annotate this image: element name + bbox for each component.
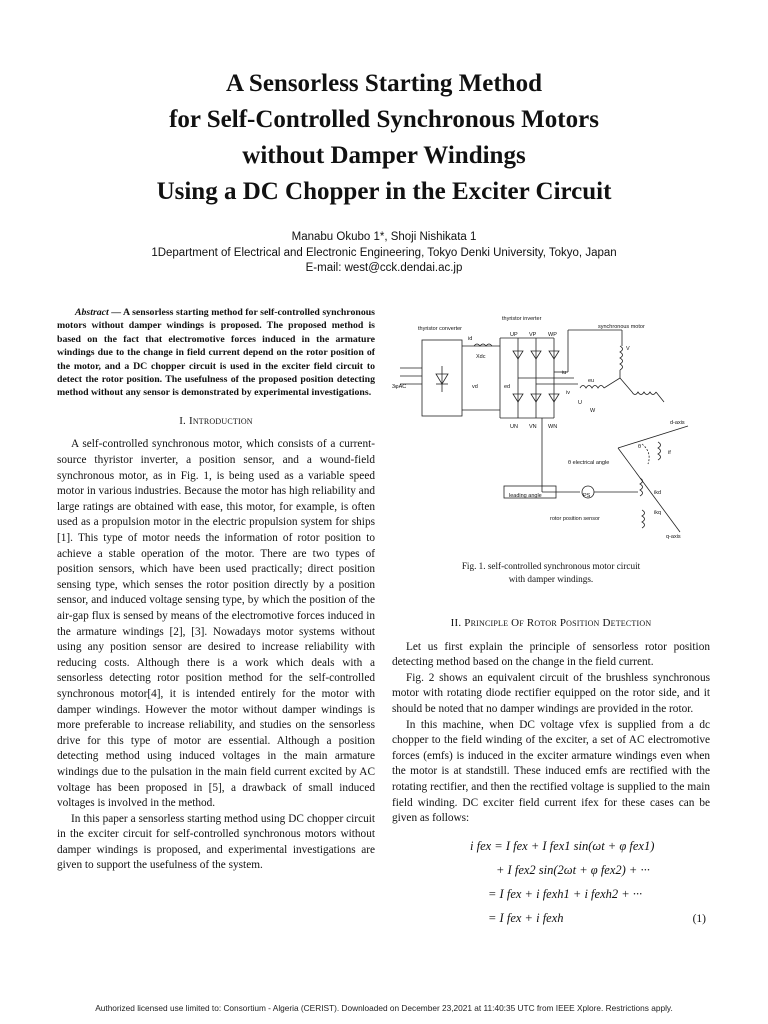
label-wp: WP [548, 332, 557, 338]
equation-1 [392, 839, 710, 931]
label-ikq: ikq [654, 510, 662, 516]
equation-number: (1) [692, 912, 706, 925]
equation-line-1: i fex = I fex + I fex1 sin(ωt + φ fex1) [470, 838, 655, 853]
label-theta-electrical-angle: θ electrical angle [568, 460, 610, 466]
right-column [392, 306, 710, 931]
equation-line-2: + I fex2 sin(2ωt + φ fex2) + ··· [496, 862, 650, 877]
author-names: Manabu Okubo 1*, Shoji Nishikata 1 [291, 231, 477, 243]
label-u: U [578, 400, 582, 406]
damper-d-icon [640, 478, 643, 496]
footer-license: Authorized licensed use limited to: Consortium - Algeria (CERIST). Downloaded on December 23,2021 at 11:40:35 UTC from IEEE Xplore. Restrictions apply. [95, 1003, 673, 1013]
label-w: W [590, 408, 596, 414]
section-1-paragraph-1: A self-controlled synchronous motor, which consists of a current-source thyristor inverter, a position sensor, and a wound-field synchronous motor, as in Fig. 1, is being used as a variable speed motor in various industries. Because the motor has high reliability and large ratings are obtained with ease, this motor, for example, is often used as a propulsion motor in the electric propulsion system for ships [1]. This type of motor needs the information of rotor position to achieve a stable operation of the motor. There are two types of position sensors, which have been used practically; direct position sensing type, which senses the rotor position directly by a position sensor, and induced voltage sensing type, by which the position of the air-gap flux is sensed by means of the electromotive forces induced in the armature windings [2], [3]. Nowadays motor systems without using any position sensor are desired to increase reliability with reducing costs. Although there is a work which deals with a sensorless detecting rotor position method for the self-controlled synchronous motor[4], it is intended entirely for the motor with damper windings. However the motor without damper windings is more preferable to increase reliability, and studies on the sensorless drive for this type of motor are essential. Although a position detecting method using induced voltages in the main armature windings due to the pulsation in the main field current excited by AC voltage has been proposed in [5], a drawback of small induced voltages is involved in the method. [57, 438, 375, 810]
label-ps: PS [583, 493, 591, 499]
label-synchronous-motor: synchronous motor [598, 324, 645, 330]
equation-line-4: = I fex + i fexh [488, 910, 564, 925]
label-wn: WN [548, 424, 558, 430]
label-v: V [626, 346, 630, 352]
author-affiliation: 1Department of Electrical and Electronic Engineering, Tokyo Denki University, Tokyo, Japan [151, 246, 617, 259]
section-2-paragraph-2: Fig. 2 shows an equivalent circuit of the brushless synchronous motor with rotating diode rectifier equipped on the rotor side, and it should be noted that no damper windings are provided in the rotor. [392, 671, 710, 715]
abstract-text: — A sensorless starting method for self-controlled synchronous motors without damper windings is proposed. The proposed method is based on the fact that electromotive forces induced in the armature windings due to the change in field current depend on the rotor position of the motor, and a DC chopper circuit is used in the exciter field circuit to detect the rotor position. The usefulness of the proposed position detecting method without any sensor is demonstrated by experimental investigations. [57, 307, 375, 399]
equation-line-3: = I fex + i fexh1 + i fexh2 + ··· [488, 886, 643, 901]
label-ikd: ikd [654, 490, 662, 496]
figure-1-caption [392, 560, 710, 586]
author-block [40, 230, 728, 277]
winding-w-icon [632, 392, 656, 395]
label-if: if [668, 450, 671, 456]
section-1-paragraph-2: In this paper a sensorless starting method using DC chopper circuit in the exciter circuit for self-controlled synchronous motors without damper windings is proposed, and experimental investigations are given to support the usefulness of the system. [57, 812, 375, 872]
label-source: 3φAC [392, 384, 407, 390]
label-eu: eu [588, 378, 595, 384]
left-column [57, 306, 375, 874]
abstract [57, 306, 375, 400]
label-rotor-position-sensor: rotor position sensor [550, 516, 600, 522]
label-q-axis: q-axis [666, 534, 681, 540]
label-ed: ed [504, 384, 511, 390]
title-line-2: for Self-Controlled Synchronous Motors [169, 106, 599, 133]
label-up: UP [510, 332, 518, 338]
label-thyristor-inverter: thyristor inverter [502, 316, 542, 322]
label-vd: vd [472, 384, 478, 390]
section-2-heading: II. Principle Of Rotor Position Detection [450, 617, 652, 629]
label-iv: iv [566, 390, 570, 396]
section-2-paragraph-3: In this machine, when DC voltage vfex is supplied from a dc chopper to the field winding of the exciter, a set of AC electromotive forces (emfs) is induced in the exciter armature windings even when the motor is at standstill. These induced emfs are rectified with the rotating rectifier, and then the rectified voltage is supplied to the main field winding. DC exciter field current ifex for these cases can be given as follows: [392, 718, 710, 825]
field-winding-icon [658, 442, 661, 460]
title-line-1: A Sensorless Starting Method [226, 70, 542, 97]
title-line-3: without Damper Windings [242, 142, 526, 169]
label-theta: θ [638, 444, 642, 450]
caption-line-2: with damper windings. [508, 574, 594, 584]
section-1-heading: I. Introduction [179, 414, 253, 427]
label-iu: iu [562, 370, 567, 376]
section-2-paragraph-1: Let us first explain the principle of sensorless rotor position detecting method based on the change in the field current. [392, 640, 710, 669]
author-email: E-mail: west@cck.dendai.ac.jp [305, 262, 463, 274]
damper-q-icon [642, 510, 645, 528]
caption-line-1: Fig. 1. self-controlled synchronous motor circuit [461, 561, 641, 571]
abstract-label: Abstract [75, 307, 109, 318]
title-line-4: Using a DC Chopper in the Exciter Circuit [156, 178, 612, 205]
label-leading-angle: leading angle [509, 493, 542, 499]
paper-title [40, 66, 728, 210]
label-vn: VN [529, 424, 537, 430]
label-vp: VP [529, 332, 537, 338]
label-d-axis: d-axis [670, 420, 685, 426]
label-thyristor-converter: thyristor converter [418, 326, 463, 332]
label-xdc: Xdc [476, 354, 486, 360]
label-id: id [468, 336, 473, 342]
winding-v-icon [620, 346, 623, 370]
figure-1 [392, 306, 710, 546]
label-un: UN [510, 424, 518, 430]
